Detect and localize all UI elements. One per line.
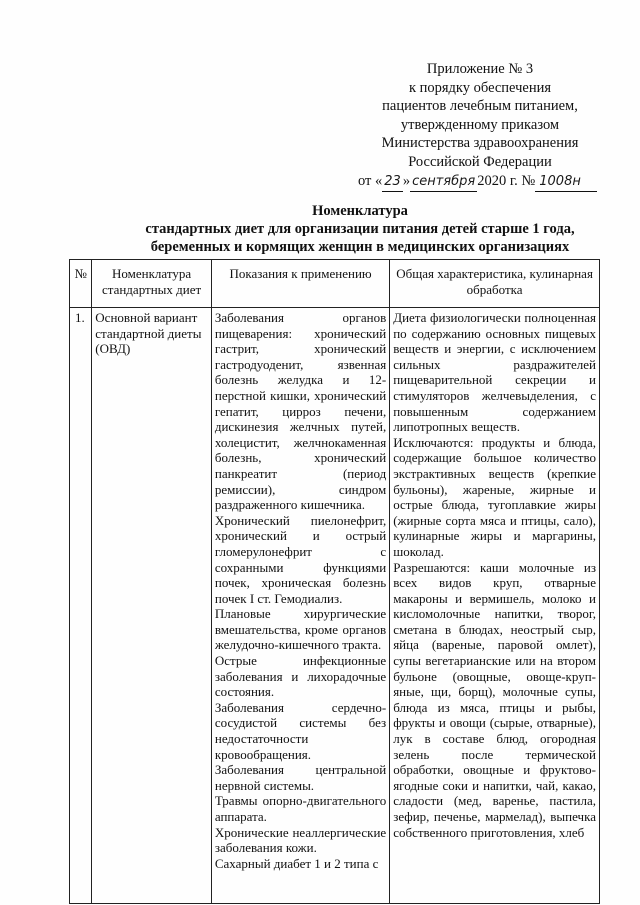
indication-paragraph: Заболевания органов пищеварения: хронический гастрит, хронический гастродуоденит, язвенная болезнь желудка и 12-перстной кишки, хронический гепатит, цирроз печени, дискинезия желчных путей, холецистит, желчнокаменная болезнь, хронический панкреатит (период ремиссии), синдром раздраженного кишечника.: [214, 310, 387, 513]
indication-paragraph: Заболевания сердечно-сосудистой системы без недостаточности кровообращения.: [214, 699, 387, 762]
header-general: Общая характеристика, кулинарная обработка: [390, 260, 600, 308]
header-nomenclature: Номенклатура стандартных диет: [92, 260, 212, 308]
indication-paragraph: Хронический пиелонефрит, хронический и острый гломерулонефрит с сохранными функциями почек, хроническая болезнь почек I ст. Гемодиализ.: [214, 512, 387, 606]
title-line-2: стандартных диет для организации питания детей старше 1 года,: [145, 221, 575, 237]
diet-nomenclature-table: [69, 259, 600, 904]
header-num: №: [70, 260, 92, 308]
general-paragraph: Диета физиологически полноценная по содержанию основных пищевых веществ и энергии, с исключением сильных раздражителей пищеварительной секреции и стимуляторов желчевыделения, с повышенным содержанием липотропных веществ.: [393, 310, 596, 435]
indication-paragraph: Плановые хирургические вмешательства, кроме органов желудочно-кишечного тракта.: [214, 606, 387, 653]
appendix-line: к порядку обеспечения: [408, 79, 552, 96]
row-general: [390, 308, 600, 904]
appendix-block: [330, 60, 630, 192]
header-indications: Показания к применению: [211, 260, 389, 308]
sign-year: 2020 г. №: [477, 172, 536, 189]
general-paragraph: Разрешаются: каши молочные из всех видов круп, отварные макароны и вермишель, молоко и кисломолочные напитки, творог, сметана в блюдах, неострый сыр, яйца (вареные, паровой омлет), супы вегетарианские или на втором бульоне (овощные, овоще-крупяные, щи, борщ), молочные супы, блюда из мяса, птицы и рыбы, фрукты и овощи (сырые, отварные), лук в составе блюд, огородная зелень после термической обработки, овощные и фруктово-ягодные соки и напитки, чай, какао, сладости (мед, варенье, пастила, зефир, печенье, мармелад), выпечка собственного приготовления, хлеб: [393, 559, 596, 840]
indication-paragraph: Острые инфекционные заболевания и лихорадочные состояния.: [214, 653, 387, 700]
table-row: [70, 308, 600, 904]
general-paragraph: Исключаются: продукты и блюда, содержащие большое количество экстрактивных веществ (крепкие бульоны), жареные, жирные и острые блюда, тугоплавкие жиры (жирные сорта мяса и птицы, сало), кулинарные жиры и маргарины, шоколад.: [393, 434, 596, 559]
table-header-row: [70, 260, 600, 308]
handwritten-day: 23: [382, 173, 403, 193]
title-line-1: Номенклатура: [312, 203, 408, 219]
indication-paragraph: Травмы опорно-двигательного аппарата.: [214, 793, 387, 824]
indication-paragraph: Заболевания центральной нервной системы.: [214, 762, 387, 793]
document-title: [80, 202, 640, 256]
appendix-line: пациентов лечебным питанием,: [382, 98, 578, 115]
order-signature-line: [330, 172, 630, 193]
indication-paragraph: Хронические неаллергические заболевания кожи.: [214, 824, 387, 856]
appendix-line: Министерства здравоохранения: [381, 135, 579, 152]
row-indications: [211, 308, 389, 904]
handwritten-order-number: 1008н: [535, 173, 597, 193]
handwritten-month: сентября: [410, 173, 477, 193]
indication-paragraph: Сахарный диабет 1 и 2 типа с: [214, 855, 379, 871]
row-nomenclature: Основной вариант стандартной диеты (ОВД): [92, 308, 212, 904]
appendix-line: Приложение № 3: [426, 61, 534, 77]
sign-prefix: от «: [358, 172, 383, 189]
title-line-3: беременных и кормящих женщин в медицинских организациях: [150, 239, 570, 255]
appendix-line: утвержденному приказом: [400, 116, 560, 133]
sign-sep: »: [402, 172, 411, 189]
row-num: 1.: [70, 308, 92, 904]
appendix-line: Российской Федерации: [408, 153, 552, 170]
